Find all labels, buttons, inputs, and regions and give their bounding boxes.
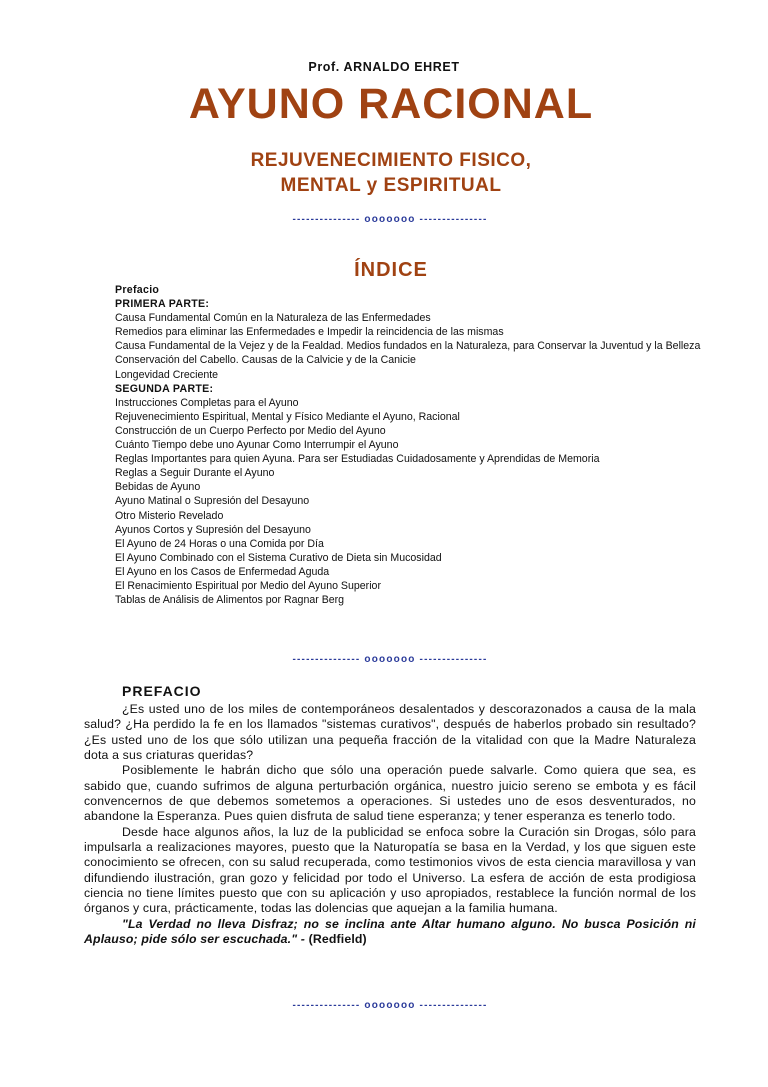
toc-entry: El Ayuno Combinado con el Sistema Curativo de Dieta sin Mucosidad — [115, 551, 442, 564]
separator-middle: --------------- ooooooo --------------- — [292, 654, 488, 665]
toc-entry: Rejuvenecimiento Espiritual, Mental y Físico Mediante el Ayuno, Racional — [115, 410, 460, 423]
toc-section-heading: SEGUNDA PARTE: — [115, 382, 214, 395]
toc-entry: Tablas de Análisis de Alimentos por Ragnar Berg — [115, 594, 345, 607]
toc-entry: El Ayuno en los Casos de Enfermedad Aguda — [115, 565, 330, 578]
separator-top: --------------- ooooooo --------------- — [292, 214, 488, 225]
book-subtitle — [0, 148, 768, 198]
toc-entry: Remedios para eliminar las Enfermedades e Impedir la reincidencia de las mismas — [115, 326, 504, 339]
toc-entry: Cuánto Tiempo debe uno Ayunar Como Interrumpir el Ayuno — [115, 439, 399, 452]
toc-entry: Instrucciones Completas para el Ayuno — [115, 396, 299, 409]
toc-entry: Longevidad Creciente — [115, 368, 219, 381]
toc-entry: Construcción de un Cuerpo Perfecto por Medio del Ayuno — [115, 424, 386, 437]
toc-entry: Ayunos Cortos y Supresión del Desayuno — [115, 523, 311, 536]
index-title: ÍNDICE — [354, 259, 428, 281]
quote-attribution: (Redfield) — [305, 932, 367, 947]
preface-quote: "La Verdad no lleva Disfraz; no se inclina ante Altar humano alguno. No busca Posición ni Aplauso; pide sólo ser escuchada." - — [84, 916, 696, 947]
author-name: Prof. ARNALDO EHRET — [308, 60, 460, 74]
preface-heading: PREFACIO — [122, 683, 202, 699]
preface-paragraph-1: ¿Es usted uno de los miles de contemporáneos desalentados y descorazonados a causa de la mala salud? ¿Ha perdido la fe en los llamados "sistemas curativos", después de haberlos probado sin resultado? ¿Es usted uno de los que sólo utilizan una pequeña fracción de la vitalidad con que la Madre Naturaleza dota a sus criaturas queridas? — [84, 702, 696, 763]
toc-entry: Reglas Importantes para quien Ayuna. Para ser Estudiadas Cuidadosamente y Aprendidas de Memoria — [115, 453, 600, 466]
toc-entry: El Ayuno de 24 Horas o una Comida por Día — [115, 537, 324, 550]
toc-entry: Reglas a Seguir Durante el Ayuno — [115, 467, 275, 480]
toc-entry: Otro Misterio Revelado — [115, 509, 224, 522]
toc-entry: Ayuno Matinal o Supresión del Desayuno — [115, 495, 310, 508]
separator-bottom: --------------- ooooooo --------------- — [292, 1000, 488, 1011]
preface-body — [84, 702, 696, 948]
subtitle-line-2: MENTAL y ESPIRITUAL — [280, 175, 502, 196]
toc-section-heading: PRIMERA PARTE: — [115, 298, 210, 311]
book-title: AYUNO RACIONAL — [188, 80, 594, 128]
toc-entry: Conservación del Cabello. Causas de la Calvicie y de la Canicie — [115, 354, 416, 367]
toc-entry: Causa Fundamental Común en la Naturaleza de las Enfermedades — [115, 312, 431, 325]
toc-entry: El Renacimiento Espiritual por Medio del Ayuno Superior — [115, 579, 381, 592]
table-of-contents — [115, 283, 705, 607]
preface-quote-paragraph — [84, 917, 696, 948]
subtitle-line-1: REJUVENECIMIENTO FISICO, — [250, 150, 532, 171]
toc-entry: Bebidas de Ayuno — [115, 481, 201, 494]
preface-paragraph-3: Desde hace algunos años, la luz de la publicidad se enfoca sobre la Curación sin Drogas, sólo para impulsarla a realizaciones mayores, puesto que la Naturopatía se basa en la Verdad, y los que siguen este conocimiento se ofrecen, con su salud recuperada, como testimonios vivos de esta ciencia maravillosa y van difundiendo ilustración, gran gozo y felicidad por todo el Universo. La esfera de acción de esta prodigiosa ciencia no tiene límites puesto que con su aplicación y uso apropiados, restablece la función normal de los órganos y cura, prácticamente, todas las dolencias que aquejan a la familia humana. — [84, 824, 696, 916]
preface-paragraph-2: Posiblemente le habrán dicho que sólo una operación puede salvarle. Como quiera que sea, es sabido que, cuando sufrimos de alguna perturbación orgánica, nuestro juicio sereno se embota y es fácil convencernos de que debemos sometemos a operaciones. Si ustedes uno de esos desventurados, no abandone la Esperanza. Pues quien disfruta de salud tiene esperanza; y tener esperanza es tenerlo todo. — [84, 763, 696, 824]
toc-section-heading: Prefacio — [115, 284, 160, 296]
toc-entry: Causa Fundamental de la Vejez y de la Fealdad. Medios fundados en la Naturaleza, para Conservar la Juventud y la Belleza — [115, 340, 701, 353]
